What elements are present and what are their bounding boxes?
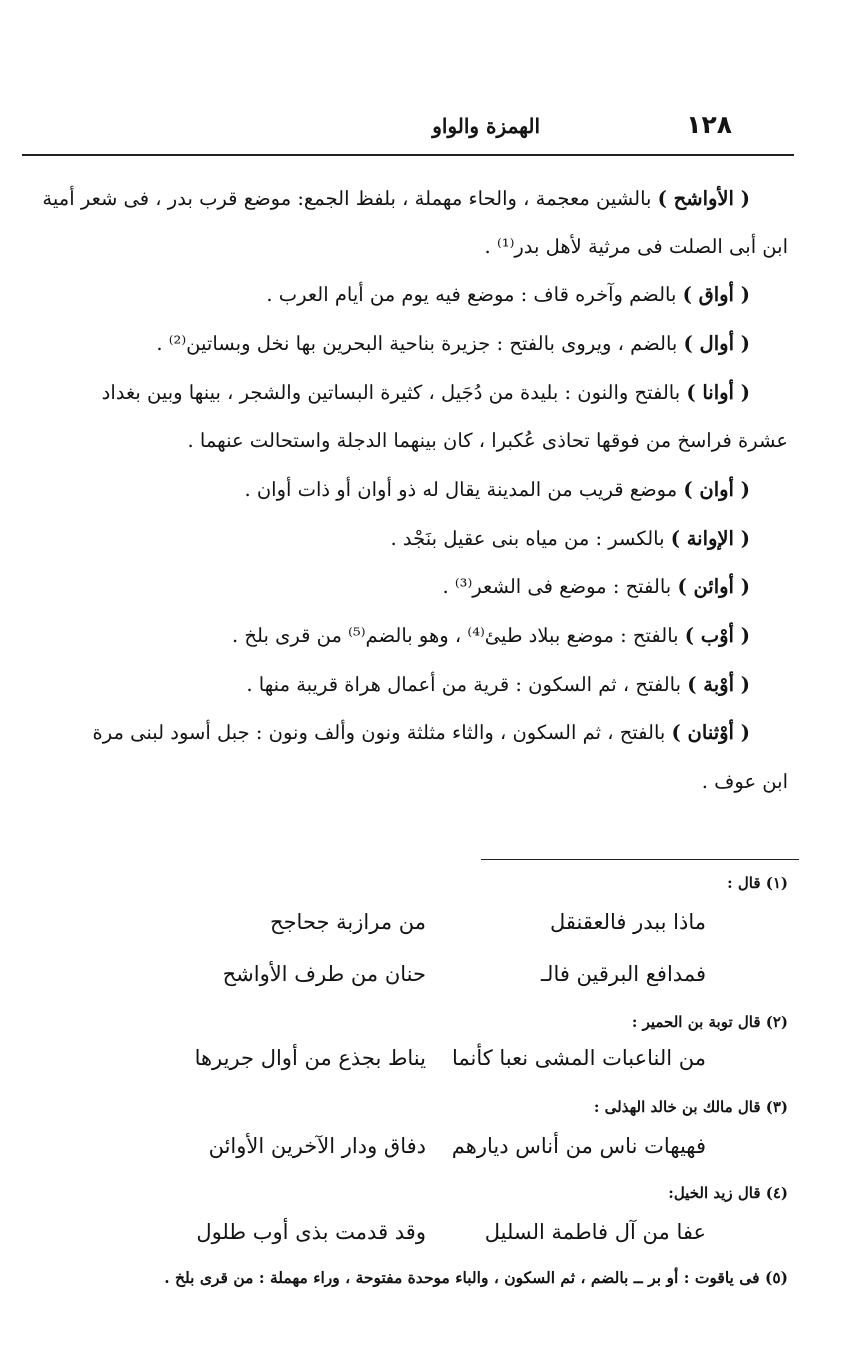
verse-hemistich: عفا من آل فاطمة السليل — [484, 1220, 706, 1244]
entry-text: بالكسر : من مياه بنى عقيل بنَجْد . — [390, 527, 671, 550]
headword: ( الإوانة ) — [670, 527, 750, 550]
entry-line — [28, 182, 750, 216]
entry-line — [28, 278, 750, 312]
entry-line — [28, 424, 788, 458]
header-rule — [22, 154, 794, 156]
entry-line — [28, 668, 750, 702]
headword: ( أواق ) — [682, 283, 750, 306]
entry-text: بالضم ، ويروى بالفتح : جزيرة بناحية البحرين بها نخل وبساتين⁽²⁾ . — [156, 332, 684, 355]
verse-hemistich: دفاق ودار الآخرين الأوائن — [208, 1134, 426, 1158]
entry-text: ابن أبى الصلت فى مرثية لأهل بدر⁽¹⁾ . — [484, 235, 788, 258]
footnote-label: (٣) قال مالك بن خالد الهذلى : — [593, 1098, 788, 1116]
verse-hemistich: فمدافع البرقين فالـ — [540, 962, 706, 986]
footnote-label: (٢) قال توبة بن الحمير : — [631, 1013, 788, 1031]
entry-text: بالفتح ، ثم السكون : قرية من أعمال هراة قريبة منها . — [246, 673, 688, 696]
verse-hemistich: من مرازبة جحاجح — [270, 910, 426, 934]
headword: ( الأواشح ) — [657, 187, 750, 210]
footnote-label: (١) قال : — [727, 874, 788, 892]
entry-text: عشرة فراسخ من فوقها تحاذى عُكبرا ، كان بينهما الدجلة واستحالت عنهما . — [187, 429, 788, 452]
entry-text: بالفتح ، ثم السكون ، والثاء مثلثة ونون وألف ونون : جبل أسود لبنى مرة — [92, 721, 672, 744]
entry-text: بالفتح والنون : بليدة من دُجَيل ، كثيرة البساتين والشجر ، بينها وبين بغداد — [101, 381, 687, 404]
page-number: ١٢٨ — [686, 110, 732, 139]
entry-text: موضع قريب من المدينة يقال له ذو أوان أو ذات أوان . — [244, 478, 684, 501]
headword: ( أوْب ) — [684, 624, 750, 647]
entry-line — [28, 376, 750, 410]
footnote-label: (٤) قال زيد الخيل: — [668, 1184, 788, 1202]
headword: ( أوان ) — [683, 478, 750, 501]
entry-line — [28, 327, 750, 361]
entry-line — [28, 570, 750, 604]
entry-line — [28, 619, 750, 653]
verse-hemistich: ماذا ببدر فالعقنقل — [550, 910, 706, 934]
footnote-rule — [481, 859, 799, 860]
footnote-5: (٥) فى ياقوت : أو بر ــ بالضم ، ثم السكون ، والباء موحدة مفتوحة ، وراء مهملة : من قرى بلخ . — [164, 1268, 788, 1287]
entry-text: ابن عوف . — [701, 770, 788, 793]
entry-text: بالفتح : موضع فى الشعر⁽³⁾ . — [442, 575, 678, 598]
running-title: الهمزة والواو — [432, 114, 540, 138]
entry-line — [28, 230, 788, 264]
entry-text: بالفتح : موضع ببلاد طيئ⁽⁴⁾ ، وهو بالضم⁽⁵⁾ من قرى بلخ . — [232, 624, 685, 647]
verse-hemistich: فهيهات ناس من أناس ديارهم — [451, 1134, 706, 1158]
entry-line — [28, 765, 788, 799]
headword: ( أوْثنان ) — [671, 721, 750, 744]
verse-hemistich: من الناعبات المشى نعبا كأنما — [451, 1046, 706, 1070]
headword: ( أوانا ) — [686, 381, 750, 404]
page-header — [22, 108, 792, 148]
verse-hemistich: يناط بجذع من أوال جريرها — [194, 1046, 426, 1070]
headword: ( أوال ) — [683, 332, 750, 355]
entry-line — [28, 522, 750, 556]
entry-text: بالشين معجمة ، والحاء مهملة ، بلفظ الجمع: موضع قرب بدر ، فى شعر أمية — [42, 187, 658, 210]
entry-line — [28, 473, 750, 507]
verse-hemistich: وقد قدمت بذى أوب طلول — [196, 1220, 426, 1244]
headword: ( أوائن ) — [677, 575, 750, 598]
headword: ( أوْبة ) — [687, 673, 750, 696]
entry-line — [28, 716, 750, 750]
verse-hemistich: حنان من طرف الأواشح — [222, 962, 426, 986]
entry-text: بالضم وآخره قاف : موضع فيه يوم من أيام العرب . — [266, 283, 683, 306]
